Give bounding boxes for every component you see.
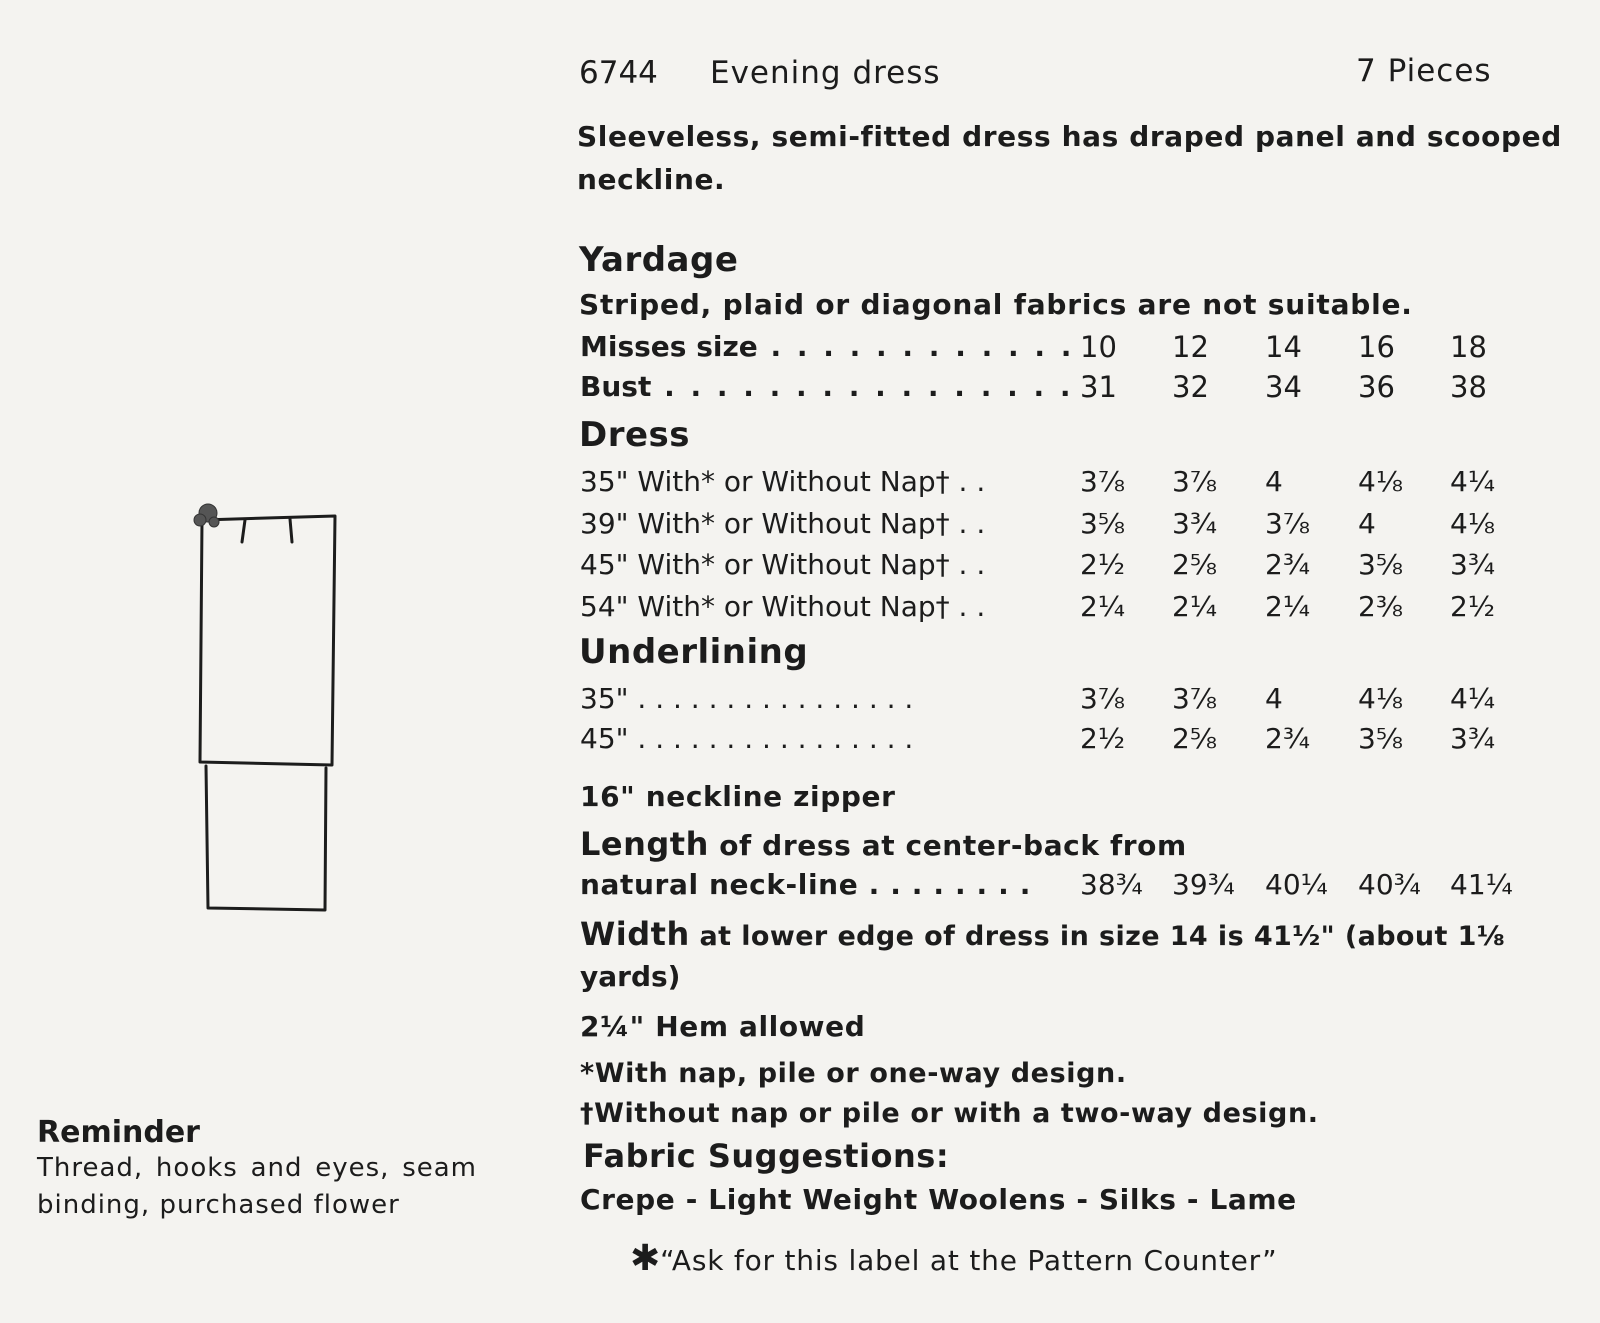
dress-heading: Dress <box>579 415 691 455</box>
bust-cell: 34 <box>1265 370 1302 404</box>
description-line-2: neckline. <box>577 163 726 196</box>
table-cell: 2¼ <box>1265 590 1310 623</box>
table-cell: 4 <box>1358 507 1376 540</box>
table-cell: 3⅞ <box>1080 682 1125 715</box>
footnote-no-nap: †Without nap or pile or with a two-way design. <box>580 1098 1319 1129</box>
label-note-text: “Ask for this label at the Pattern Counter” <box>660 1244 1278 1277</box>
reminder-heading: Reminder <box>37 1115 200 1150</box>
row-label: 54" With* or Without Nap† . . <box>580 590 986 623</box>
bust-label-text: Bust <box>580 370 652 403</box>
zipper-note: 16" neckline zipper <box>580 780 896 813</box>
hem-note: 2¼" Hem allowed <box>580 1010 866 1043</box>
table-cell: 2½ <box>1450 590 1495 623</box>
bust-label <box>580 370 1073 403</box>
table-cell: 4⅛ <box>1358 682 1403 715</box>
footnote-nap: *With nap, pile or one-way design. <box>580 1058 1127 1089</box>
table-cell: 2¾ <box>1265 548 1310 581</box>
table-cell: 3⅝ <box>1358 548 1403 581</box>
row-label: 35" . . . . . . . . . . . . . . . . <box>580 682 914 715</box>
yardage-note: Striped, plaid or diagonal fabrics are not suitable. <box>579 288 1413 321</box>
table-cell: 40¾ <box>1358 868 1421 901</box>
leader-dots: . . . . . . . . . . . . <box>757 330 1075 363</box>
table-cell: 39¾ <box>1172 868 1235 901</box>
table-cell: 2⅜ <box>1358 590 1403 623</box>
reminder-text: Thread, hooks and eyes, seam binding, purchased flower <box>37 1153 477 1220</box>
table-cell: 4¼ <box>1450 682 1495 715</box>
row-label: 45" . . . . . . . . . . . . . . . . <box>580 722 914 755</box>
fabric-heading: Fabric Suggestions: <box>583 1137 950 1175</box>
sizes-label-text: Misses size <box>580 330 758 363</box>
table-cell: 2⅝ <box>1172 548 1217 581</box>
table-cell: 40¼ <box>1265 868 1328 901</box>
sizes-label <box>580 330 1074 363</box>
flower-icon <box>194 504 219 527</box>
table-cell: 2¾ <box>1265 722 1310 755</box>
bust-cell: 38 <box>1450 370 1487 404</box>
asterisk-icon: ✱ <box>630 1238 661 1279</box>
row-label: natural neck-line . . . . . . . . <box>580 868 1031 901</box>
dress-sketch <box>180 500 360 930</box>
table-cell: 4⅛ <box>1450 507 1495 540</box>
bust-cell: 36 <box>1358 370 1395 404</box>
length-heading: Length <box>580 825 709 863</box>
table-cell: 3⅞ <box>1172 465 1217 498</box>
table-cell: 3¾ <box>1172 507 1217 540</box>
row-label: 45" With* or Without Nap† . . <box>580 548 986 581</box>
pattern-title: Evening dress <box>710 55 941 91</box>
neckline-dart-right <box>290 519 292 542</box>
table-cell: 2¼ <box>1172 590 1217 623</box>
bust-cell: 31 <box>1080 370 1117 404</box>
table-cell: 3¾ <box>1450 548 1495 581</box>
table-cell: 3⅝ <box>1080 507 1125 540</box>
table-cell: 2½ <box>1080 548 1125 581</box>
table-cell: 41¼ <box>1450 868 1513 901</box>
leader-dots: . . . . . . . . . . . . . . . . <box>651 370 1074 403</box>
width-text: at lower edge of dress in size 14 is 41½" (about 1⅛ <box>689 921 1506 952</box>
table-cell: 3⅞ <box>1172 682 1217 715</box>
row-label: 39" With* or Without Nap† . . <box>580 507 986 540</box>
table-cell: 4 <box>1265 465 1283 498</box>
size-cell: 12 <box>1172 330 1209 364</box>
description-line-1: Sleeveless, semi-fitted dress has draped panel and scooped <box>577 120 1562 153</box>
width-heading: Width <box>580 915 690 953</box>
length-heading-rest: of dress at center-back from <box>708 829 1187 862</box>
size-cell: 18 <box>1450 330 1487 364</box>
neckline-dart-left <box>242 520 245 542</box>
row-label: 35" With* or Without Nap† . . <box>580 465 986 498</box>
bust-cell: 32 <box>1172 370 1209 404</box>
size-cell: 10 <box>1080 330 1117 364</box>
width-text-2: yards) <box>580 960 681 993</box>
reminder-box <box>37 1115 477 1224</box>
table-cell: 4 <box>1265 682 1283 715</box>
table-cell: 2½ <box>1080 722 1125 755</box>
skirt-outline <box>206 766 326 910</box>
fabric-list: Crepe - Light Weight Woolens - Silks - Lame <box>580 1183 1297 1216</box>
table-cell: 3¾ <box>1450 722 1495 755</box>
piece-count: 7 Pieces <box>1356 53 1492 89</box>
yardage-heading: Yardage <box>579 240 739 280</box>
width-line <box>580 915 1505 953</box>
table-cell: 4⅛ <box>1358 465 1403 498</box>
table-cell: 4¼ <box>1450 465 1495 498</box>
size-cell: 14 <box>1265 330 1302 364</box>
table-cell: 3⅞ <box>1080 465 1125 498</box>
table-cell: 38¾ <box>1080 868 1143 901</box>
size-cell: 16 <box>1358 330 1395 364</box>
table-cell: 3⅞ <box>1265 507 1310 540</box>
pattern-number: 6744 <box>579 55 658 91</box>
length-line <box>580 825 1187 863</box>
table-cell: 3⅝ <box>1358 722 1403 755</box>
table-cell: 2⅝ <box>1172 722 1217 755</box>
bodice-outline <box>200 516 335 765</box>
table-cell: 2¼ <box>1080 590 1125 623</box>
label-note <box>630 1238 1277 1279</box>
underlining-heading: Underlining <box>579 632 809 672</box>
